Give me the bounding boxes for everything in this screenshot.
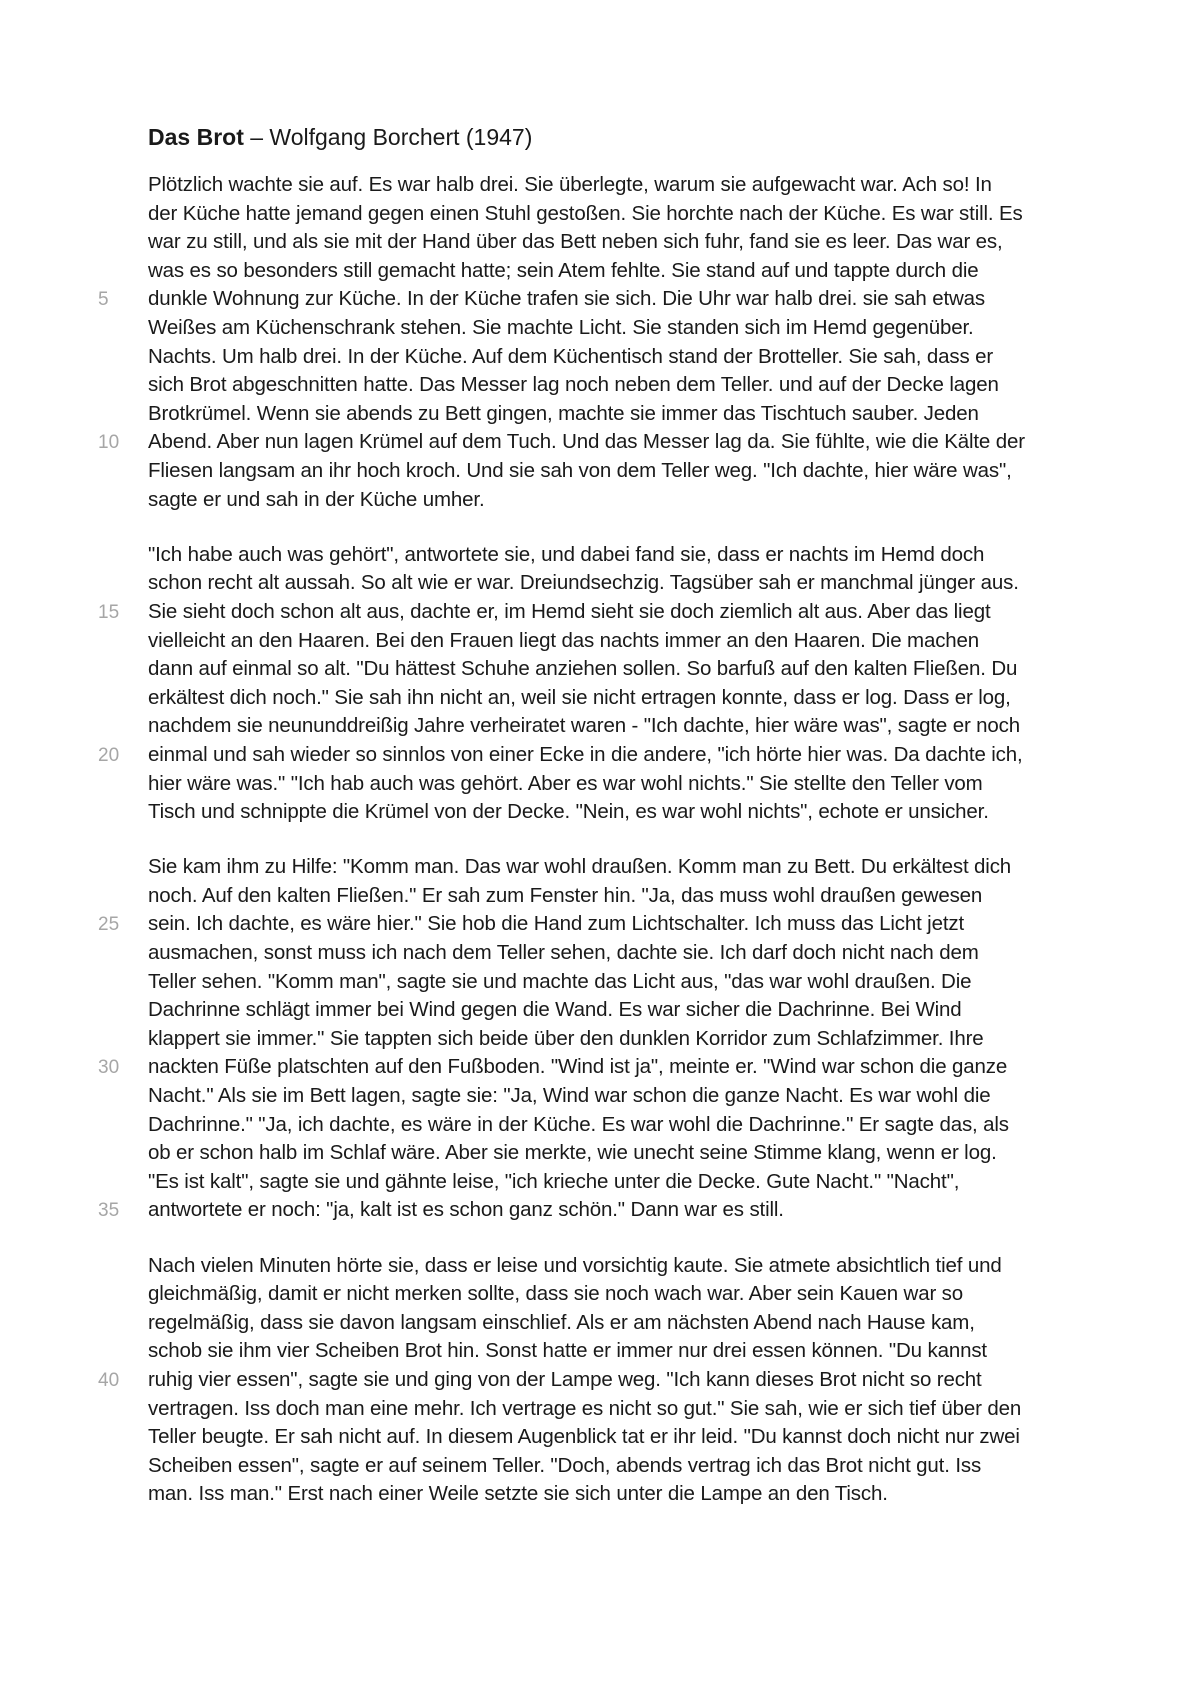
text-line: ausmachen, sonst muss ich nach dem Teller sehen, dachte sie. Ich darf doch nicht nach dem bbox=[148, 941, 979, 964]
text-line: Nach vielen Minuten hörte sie, dass er leise und vorsichtig kaute. Sie atmete absichtlich tief und bbox=[148, 1253, 1002, 1277]
text-line: sich Brot abgeschnitten hatte. Das Messer lag noch neben dem Teller. und auf der Decke lagen bbox=[148, 373, 999, 397]
text-line: Nacht." Als sie im Bett lagen, sagte sie: "Ja, Wind war schon die ganze Nacht. Es war wohl die bbox=[148, 1084, 991, 1107]
text-line: einmal und sah wieder so sinnlos von einer Ecke in die andere, "ich hörte hier was. Da dachte ich, bbox=[148, 742, 1023, 766]
text-line: antwortete er noch: "ja, kalt ist es schon ganz schön." Dann war es still. bbox=[148, 1198, 784, 1222]
text-line: ruhig vier essen", sagte sie und ging von der Lampe weg. "Ich kann dieses Brot nicht so recht bbox=[148, 1367, 982, 1391]
text-line: Plötzlich wachte sie auf. Es war halb drei. Sie überlegte, warum sie aufgewacht war. Ach so! In bbox=[148, 173, 992, 196]
text-line: Scheiben essen", sagte er auf seinem Teller. "Doch, abends vertrag ich das Brot nicht gut. Iss bbox=[148, 1453, 982, 1477]
text-line: man. Iss man." Erst nach einer Weile setzte sie sich unter die Lampe an den Tisch. bbox=[148, 1482, 888, 1506]
text-line: Teller beugte. Er sah nicht auf. In diesem Augenblick tat er ihr leid. "Du kannst doch nicht nur zwei bbox=[148, 1425, 1020, 1449]
text-line: sein. Ich dachte, es wäre hier." Sie hob die Hand zum Lichtschalter. Ich muss das Licht jetzt bbox=[148, 912, 965, 936]
text-line: gleichmäßig, damit er nicht merken sollte, dass sie noch wach war. Aber sein Kauen war so bbox=[148, 1282, 964, 1306]
line-number: 25 bbox=[98, 914, 120, 936]
line-number: 20 bbox=[98, 744, 120, 766]
line-number: 15 bbox=[98, 601, 120, 623]
text-line: Teller sehen. "Komm man", sagte sie und machte das Licht aus, "das war wohl draußen. Die bbox=[148, 969, 972, 993]
line-number: 30 bbox=[98, 1057, 120, 1079]
text-line: Dachrinne." "Ja, ich dachte, es wäre in der Küche. Es war wohl die Dachrinne." Er sagte das, als bbox=[148, 1112, 1009, 1136]
text-line: war zu still, und als sie mit der Hand über das Bett neben sich fuhr, fand sie es leer. Das war es, bbox=[148, 230, 1003, 254]
text-line: Weißes am Küchenschrank stehen. Sie machte Licht. Sie standen sich im Hemd gegenüber. bbox=[148, 316, 974, 339]
title-name: Das Brot bbox=[148, 124, 244, 150]
text-line: vielleicht an den Haaren. Bei den Frauen liegt das nachts immer an den Haaren. Die machen bbox=[148, 628, 980, 652]
line-number: 10 bbox=[98, 432, 120, 454]
text-line: noch. Auf den kalten Fließen." Er sah zum Fenster hin. "Ja, das muss wohl draußen gewesen bbox=[148, 883, 983, 907]
text-line: Dachrinne schlägt immer bei Wind gegen die Wand. Es war sicher die Dachrinne. Bei Wind bbox=[148, 998, 962, 1022]
text-line: der Küche hatte jemand gegen einen Stuhl gestoßen. Sie horchte nach der Küche. Es war still. Es bbox=[148, 201, 1023, 225]
text-line: Nachts. Um halb drei. In der Küche. Auf dem Küchentisch stand der Brotteller. Sie sah, dass er bbox=[148, 344, 994, 368]
text-line: Sie kam ihm zu Hilfe: "Komm man. Das war wohl draußen. Komm man zu Bett. Du erkältest dich bbox=[148, 855, 1012, 879]
text-line: Abend. Aber nun lagen Krümel auf dem Tuch. Und das Messer lag da. Sie fühlte, wie die Kälte der bbox=[148, 430, 1025, 454]
text-line: vertragen. Iss doch man eine mehr. Ich vertrage es nicht so gut." Sie sah, wie er sich tief über den bbox=[148, 1396, 1022, 1420]
text-line: regelmäßig, dass sie davon langsam einschlief. Als er am nächsten Abend nach Hause kam, bbox=[148, 1310, 975, 1334]
text-line: klappert sie immer." Sie tappten sich beide über den dunklen Korridor zum Schlafzimmer. Ihre bbox=[148, 1026, 984, 1050]
text-line: hier wäre was." "Ich hab auch was gehört. Aber es war wohl nichts." Sie stellte den Teller vom bbox=[148, 771, 983, 795]
text-line: "Es ist kalt", sagte sie und gähnte leise, "ich krieche unter die Decke. Gute Nacht." "Nacht", bbox=[148, 1169, 960, 1193]
text-line: was es so besonders still gemacht hatte; sein Atem fehlte. Sie stand auf und tappte durch die bbox=[148, 258, 979, 282]
text-line: Sie sieht doch schon alt aus, dachte er, im Hemd sieht sie doch ziemlich alt aus. Aber das liegt bbox=[148, 599, 991, 623]
text-line: schob sie ihm vier Scheiben Brot hin. Sonst hatte er immer nur drei essen können. "Du kannst bbox=[148, 1339, 987, 1363]
line-number: 40 bbox=[98, 1369, 120, 1391]
text-line: Fliesen langsam an ihr hoch kroch. Und sie sah von dem Teller weg. "Ich dachte, hier wäre was", bbox=[148, 459, 1012, 482]
text-line: Tisch und schnippte die Krümel von der Decke. "Nein, es war wohl nichts", echote er unsicher. bbox=[148, 800, 989, 824]
text-line: sagte er und sah in der Küche umher. bbox=[148, 487, 485, 511]
line-number: 35 bbox=[98, 1200, 120, 1222]
text-line: Brotkrümel. Wenn sie abends zu Bett gingen, machte sie immer das Tischtuch sauber. Jeden bbox=[148, 401, 979, 425]
title-author-year: – Wolfgang Borchert (1947) bbox=[243, 124, 533, 150]
text-line: nackten Füße platschten auf den Fußboden. "Wind ist ja", meinte er. "Wind war schon die ganze bbox=[148, 1055, 1008, 1079]
text-line: nachdem sie neununddreißig Jahre verheiratet waren - "Ich dachte, hier wäre was", sagte er noch bbox=[148, 714, 1021, 738]
line-number: 5 bbox=[98, 289, 109, 311]
text-line: erkältest dich noch." Sie sah ihn nicht an, weil sie nicht ertragen konnte, dass er log. Dass er log, bbox=[148, 685, 1011, 709]
text-line: schon recht alt aussah. So alt wie er war. Dreiundsechzig. Tagsüber sah er manchmal jünger aus. bbox=[148, 571, 1019, 595]
text-line: dunkle Wohnung zur Küche. In der Küche trafen sie sich. Die Uhr war halb drei. sie sah etwas bbox=[148, 287, 986, 311]
text-line: "Ich habe auch was gehört", antwortete sie, und dabei fand sie, dass er nachts im Hemd doch bbox=[148, 542, 985, 566]
text-line: dann auf einmal so alt. "Du hättest Schuhe anziehen sollen. So barfuß auf den kalten Fließen. Du bbox=[148, 657, 1018, 681]
text-line: ob er schon halb im Schlaf wäre. Aber sie merkte, wie unecht seine Stimme klang, wenn er log. bbox=[148, 1141, 997, 1165]
document-title bbox=[148, 122, 532, 152]
